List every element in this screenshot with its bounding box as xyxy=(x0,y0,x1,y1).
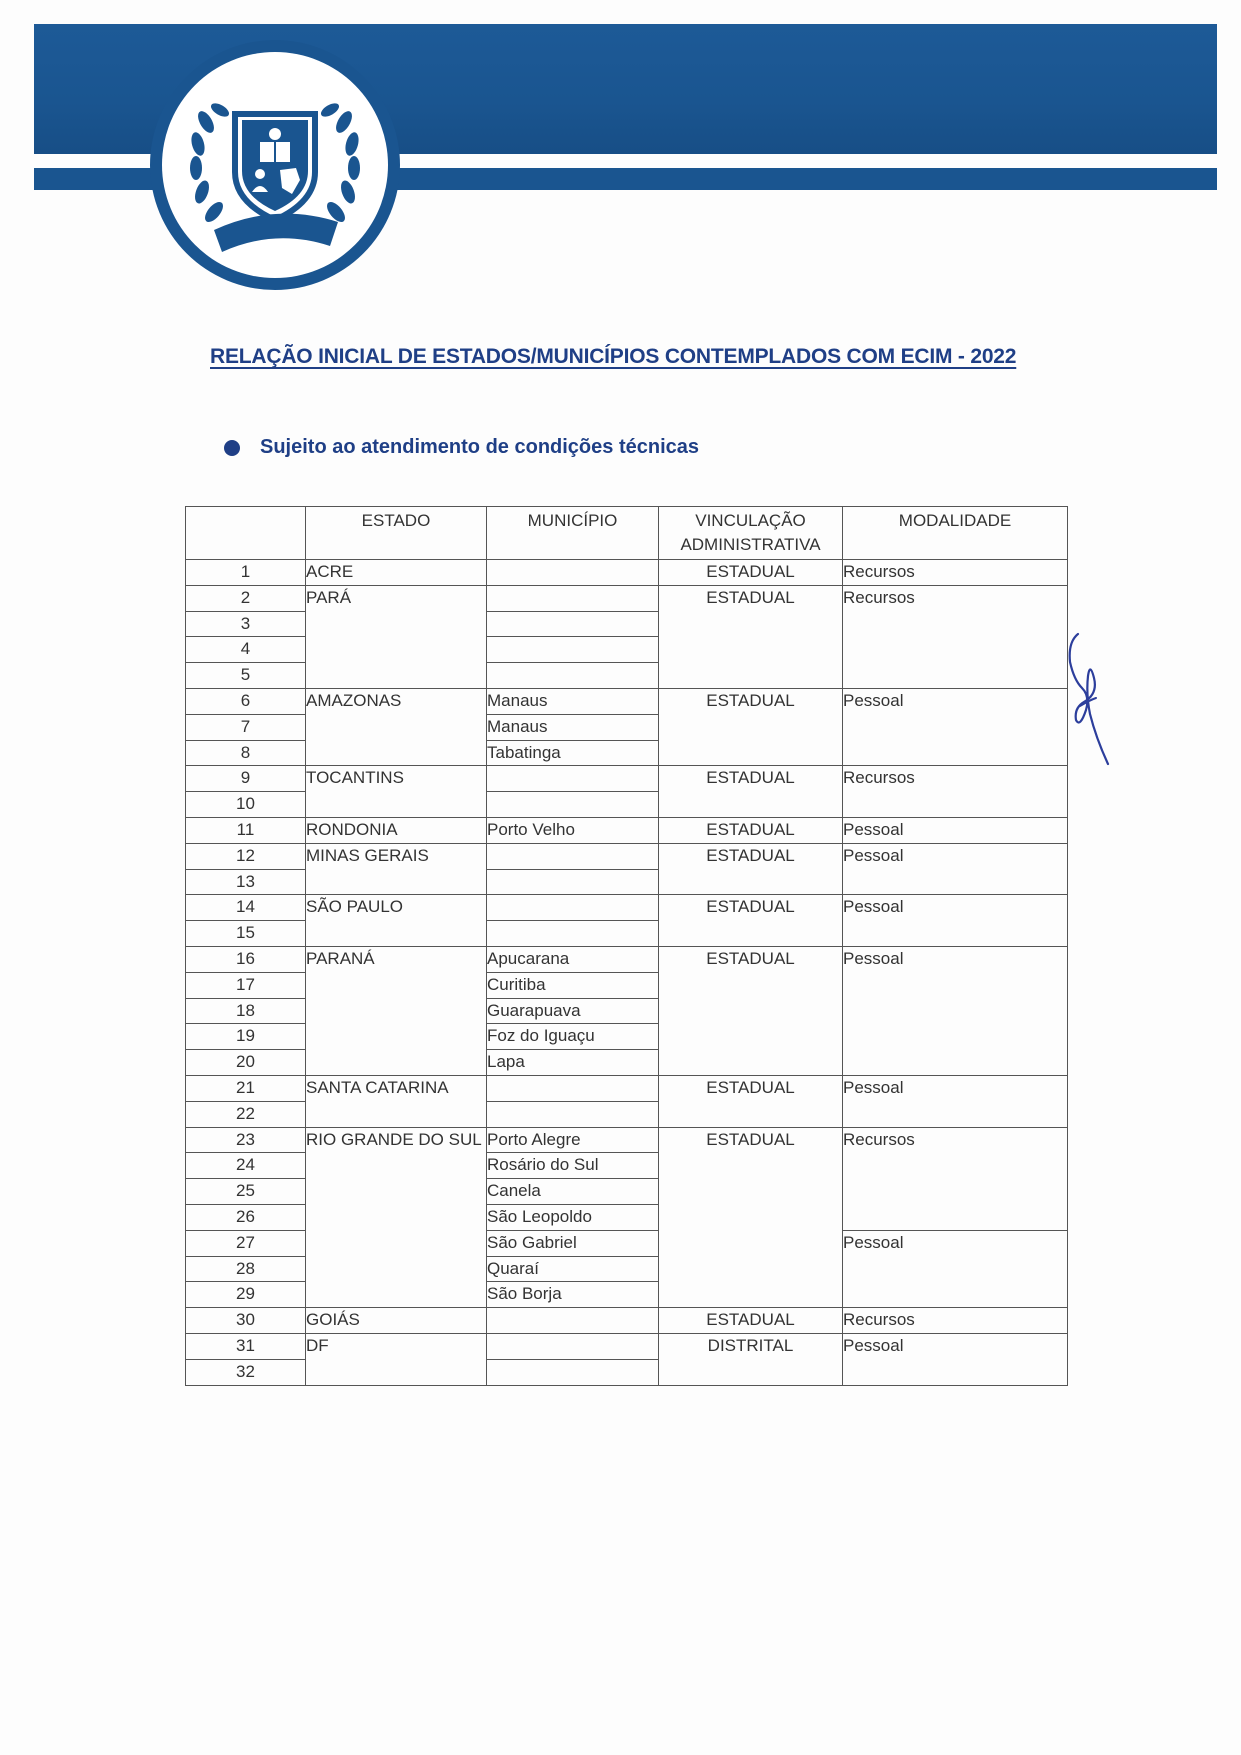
municipio-cell: Rosário do Sul xyxy=(487,1153,659,1179)
vinculacao-cell: ESTADUAL xyxy=(659,895,843,947)
modalidade-cell: Pessoal xyxy=(843,946,1068,1075)
table-row xyxy=(186,1127,1068,1153)
municipio-cell xyxy=(487,1308,659,1334)
modalidade-cell: Recursos xyxy=(843,585,1068,688)
estado-cell: TOCANTINS xyxy=(306,766,487,818)
municipio-cell xyxy=(487,1101,659,1127)
row-number: 16 xyxy=(186,946,306,972)
vinculacao-cell: ESTADUAL xyxy=(659,1127,843,1308)
row-number: 30 xyxy=(186,1308,306,1334)
municipio-cell: Tabatinga xyxy=(487,740,659,766)
row-number: 28 xyxy=(186,1256,306,1282)
municipio-cell: Lapa xyxy=(487,1050,659,1076)
municipio-cell xyxy=(487,921,659,947)
municipio-cell: Curitiba xyxy=(487,972,659,998)
vinculacao-cell: ESTADUAL xyxy=(659,585,843,688)
row-number: 26 xyxy=(186,1204,306,1230)
row-number: 19 xyxy=(186,1024,306,1050)
municipio-cell xyxy=(487,895,659,921)
municipio-cell: Porto Alegre xyxy=(487,1127,659,1153)
modalidade-cell: Recursos xyxy=(843,1127,1068,1230)
header-number xyxy=(186,507,306,560)
vinculacao-cell: ESTADUAL xyxy=(659,843,843,895)
modalidade-cell: Pessoal xyxy=(843,1230,1068,1307)
row-number: 7 xyxy=(186,714,306,740)
row-number: 31 xyxy=(186,1333,306,1359)
row-number: 8 xyxy=(186,740,306,766)
modalidade-cell: Recursos xyxy=(843,1308,1068,1334)
table-header-row xyxy=(186,507,1068,560)
estado-cell: DF xyxy=(306,1333,487,1385)
vinculacao-cell: ESTADUAL xyxy=(659,946,843,1075)
estado-cell: PARÁ xyxy=(306,585,487,688)
estado-cell: SÃO PAULO xyxy=(306,895,487,947)
municipio-cell: Apucarana xyxy=(487,946,659,972)
row-number: 18 xyxy=(186,998,306,1024)
modalidade-cell: Pessoal xyxy=(843,895,1068,947)
table-row xyxy=(186,1075,1068,1101)
row-number: 11 xyxy=(186,817,306,843)
row-number: 20 xyxy=(186,1050,306,1076)
municipio-cell: São Borja xyxy=(487,1282,659,1308)
estado-cell: MINAS GERAIS xyxy=(306,843,487,895)
municipio-cell: Porto Velho xyxy=(487,817,659,843)
row-number: 4 xyxy=(186,637,306,663)
row-number: 5 xyxy=(186,663,306,689)
row-number: 23 xyxy=(186,1127,306,1153)
municipio-cell: Guarapuava xyxy=(487,998,659,1024)
estado-cell: ACRE xyxy=(306,560,487,586)
vinculacao-cell: ESTADUAL xyxy=(659,766,843,818)
header-municipio: MUNICÍPIO xyxy=(487,507,659,560)
row-number: 14 xyxy=(186,895,306,921)
row-number: 2 xyxy=(186,585,306,611)
municipio-cell: Manaus xyxy=(487,688,659,714)
vinculacao-cell: ESTADUAL xyxy=(659,560,843,586)
vinculacao-cell: ESTADUAL xyxy=(659,1075,843,1127)
ecim-table xyxy=(185,506,1068,1386)
row-number: 22 xyxy=(186,1101,306,1127)
estado-cell: AMAZONAS xyxy=(306,688,487,765)
municipio-cell xyxy=(487,560,659,586)
row-number: 15 xyxy=(186,921,306,947)
table-row xyxy=(186,946,1068,972)
municipio-cell xyxy=(487,843,659,869)
bullet-text: Sujeito ao atendimento de condições técnicas xyxy=(260,436,699,458)
modalidade-cell: Pessoal xyxy=(843,1075,1068,1127)
row-number: 12 xyxy=(186,843,306,869)
handwritten-signature xyxy=(1060,628,1130,768)
municipio-cell xyxy=(487,1333,659,1359)
municipio-cell xyxy=(487,1075,659,1101)
row-number: 13 xyxy=(186,869,306,895)
estado-cell: PARANÁ xyxy=(306,946,487,1075)
estado-cell: GOIÁS xyxy=(306,1308,487,1334)
municipio-cell xyxy=(487,663,659,689)
table-row xyxy=(186,560,1068,586)
row-number: 29 xyxy=(186,1282,306,1308)
table-row xyxy=(186,895,1068,921)
municipio-cell: Canela xyxy=(487,1179,659,1205)
vinculacao-cell: ESTADUAL xyxy=(659,688,843,765)
row-number: 24 xyxy=(186,1153,306,1179)
table-row xyxy=(186,817,1068,843)
vinculacao-cell: ESTADUAL xyxy=(659,817,843,843)
estado-cell: SANTA CATARINA xyxy=(306,1075,487,1127)
bullet-icon xyxy=(224,440,240,456)
estado-cell: RIO GRANDE DO SUL xyxy=(306,1127,487,1308)
municipio-cell xyxy=(487,585,659,611)
modalidade-cell: Recursos xyxy=(843,766,1068,818)
header-modalidade: MODALIDADE xyxy=(843,507,1068,560)
table-row xyxy=(186,1308,1068,1334)
header-vinculacao: VINCULAÇÃO ADMINISTRATIVA xyxy=(659,507,843,560)
row-number: 32 xyxy=(186,1359,306,1385)
municipio-cell: Quaraí xyxy=(487,1256,659,1282)
header-estado: ESTADO xyxy=(306,507,487,560)
municipio-cell xyxy=(487,637,659,663)
row-number: 21 xyxy=(186,1075,306,1101)
escola-civico-militar-emblem-icon xyxy=(162,52,388,278)
school-logo xyxy=(150,40,400,290)
row-number: 17 xyxy=(186,972,306,998)
table-row xyxy=(186,1333,1068,1359)
modalidade-cell: Pessoal xyxy=(843,843,1068,895)
table-row xyxy=(186,843,1068,869)
municipio-cell xyxy=(487,1359,659,1385)
modalidade-cell: Recursos xyxy=(843,560,1068,586)
municipio-cell xyxy=(487,792,659,818)
municipio-cell xyxy=(487,611,659,637)
municipio-cell xyxy=(487,766,659,792)
row-number: 9 xyxy=(186,766,306,792)
table-row xyxy=(186,766,1068,792)
vinculacao-cell: DISTRITAL xyxy=(659,1333,843,1385)
municipio-cell: São Gabriel xyxy=(487,1230,659,1256)
table-row xyxy=(186,585,1068,611)
modalidade-cell: Pessoal xyxy=(843,817,1068,843)
modalidade-cell: Pessoal xyxy=(843,1333,1068,1385)
row-number: 27 xyxy=(186,1230,306,1256)
municipio-cell: Manaus xyxy=(487,714,659,740)
document-title: RELAÇÃO INICIAL DE ESTADOS/MUNICÍPIOS CONTEMPLADOS COM ECIM - 2022 xyxy=(210,345,1017,368)
row-number: 3 xyxy=(186,611,306,637)
row-number: 25 xyxy=(186,1179,306,1205)
row-number: 1 xyxy=(186,560,306,586)
municipio-cell: Foz do Iguaçu xyxy=(487,1024,659,1050)
row-number: 6 xyxy=(186,688,306,714)
municipio-cell xyxy=(487,869,659,895)
vinculacao-cell: ESTADUAL xyxy=(659,1308,843,1334)
municipio-cell: São Leopoldo xyxy=(487,1204,659,1230)
table-row xyxy=(186,688,1068,714)
logo-inner xyxy=(162,52,388,278)
estado-cell: RONDONIA xyxy=(306,817,487,843)
row-number: 10 xyxy=(186,792,306,818)
bullet-note xyxy=(224,436,699,459)
modalidade-cell: Pessoal xyxy=(843,688,1068,765)
